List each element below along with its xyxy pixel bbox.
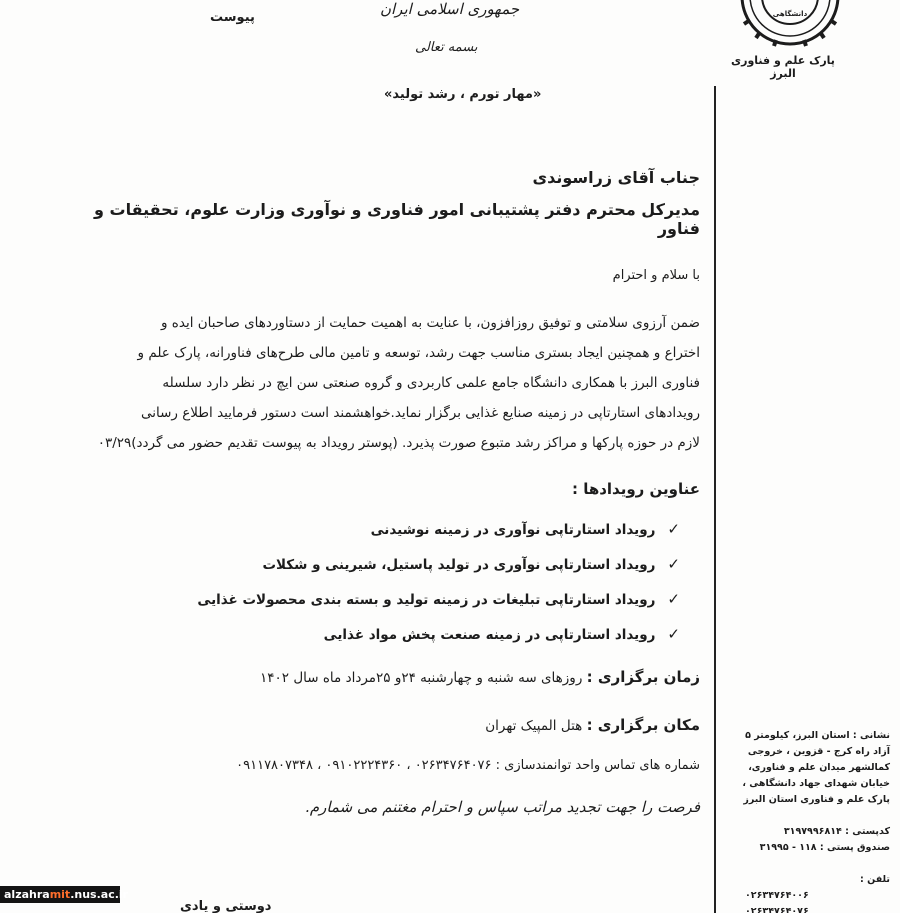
body-line: فناوری البرز با همکاری دانشگاه جامع علمی کاربردی و گروه صنعتی سن ایچ در نظر دارد سلسله [162,375,700,391]
invocation-text: بسمه تعالی [415,40,478,55]
letter-body [60,308,700,458]
phone-number: ۰۲۶۳۴۷۶۴۰۷۶ [745,906,809,913]
addressee-title: مدیرکل محترم دفتر پشتیبانی امور فناوری و نوآوری وزارت علوم، تحقیقات و فناور [94,200,700,238]
attachment-label: پیوست [210,10,255,25]
logo-caption: پارک علم و فناوری البرز [731,54,835,80]
park-logo-icon [736,0,844,48]
year-slogan: «مهار تورم ، رشد تولید» [384,87,542,102]
check-icon: ✓ [667,590,680,608]
phone-label: تلفن : [860,874,890,885]
event-item [140,550,680,585]
bottom-partial-text: دوستی و یادی [180,899,272,913]
body-line: اختراع و همچنین ایجاد بستری مناسب جهت رشد، توسعه و تامین مالی طرح‌های فناورانه، پارک علم و [137,345,700,361]
po-box: صندوق پستی : ۱۱۸ - ۳۱۹۹۵ [759,842,890,853]
place-label: مکان برگزاری : [586,716,700,734]
greeting: با سلام و احترام [612,268,700,283]
event-item [140,585,680,620]
svg-text:دانشگاهی: دانشگاهی [772,10,808,18]
phone-number: ۰۲۶۳۴۷۶۴۰۰۶ [745,890,809,901]
contact-numbers: شماره های تماس واحد توانمندسازی : ۰۲۶۳۴۷۶۴۰۷۶ ، ۰۹۱۰۲۲۲۴۳۶۰ ، ۰۹۱۱۷۸۰۷۳۴۸ [236,758,700,773]
phone-info [725,872,890,913]
events-heading: عناوین رویدادها : [571,480,700,498]
park-address: نشانی : استان البرز، کیلومتر ۵ آزاد راه کرج - قزوین ، خروجی کمالشهر میدان علم و فناوری، خیابان شهدای جهاد دانشگاهی ، پارک علم و فناوری استان البرز [742,730,890,805]
event-label: رویداد استارتاپی در زمینه صنعت پخش مواد غذایی [323,627,656,643]
event-time [60,668,700,686]
event-label: رویداد استارتاپی نوآوری در زمینه نوشیدنی [370,522,656,538]
event-item [140,620,680,655]
closing-line: فرصت را جهت تجدید مراتب سپاس و احترام مغتنم می شمارم. [305,798,700,816]
postal-info [725,824,890,856]
column-divider [714,86,716,913]
time-label: زمان برگزاری : [586,668,700,686]
body-line: ضمن آرزوی سلامتی و توفیق روزافزون، با عنایت به اهمیت حمایت از دستاوردهای صاحبان ایده و [161,315,700,331]
event-label: رویداد استارتاپی تبلیغات در زمینه تولید و بسته بندی محصولات غذایی [197,592,656,608]
check-icon: ✓ [667,625,680,643]
event-item [140,515,680,550]
event-place [60,716,700,734]
addressee-name: جناب آقای زراسوندی [532,168,700,187]
time-value: روزهای سه شنبه و چهارشنبه ۲۴و ۲۵مرداد ماه سال ۱۴۰۲ [260,670,583,686]
check-icon: ✓ [667,520,680,538]
events-list [140,515,680,655]
check-icon: ✓ [667,555,680,573]
body-line: لازم در حوزه پارکها و مراکز رشد متبوع صورت پذیرد. (پوستر رویداد به پیوست تقدیم حضور می گردد)۰۳/۲۹ [97,435,700,451]
event-label: رویداد استارتاپی نوآوری در تولید پاستیل، شیرینی و شکلات [262,557,656,573]
republic-emblem-text: جمهوری اسلامی ایران [380,0,520,18]
postal-code: کدپستی : ۳۱۹۷۹۹۶۸۱۴ [783,826,890,837]
body-line: رویدادهای استارتاپی در زمینه صنایع غذایی برگزار نماید.خواهشمند است دستور فرمایید اطلاع رسانی [140,405,700,421]
site-watermark: alzahramit.nus.ac.ir [0,886,120,903]
place-value: هتل المپیک تهران [485,718,583,734]
